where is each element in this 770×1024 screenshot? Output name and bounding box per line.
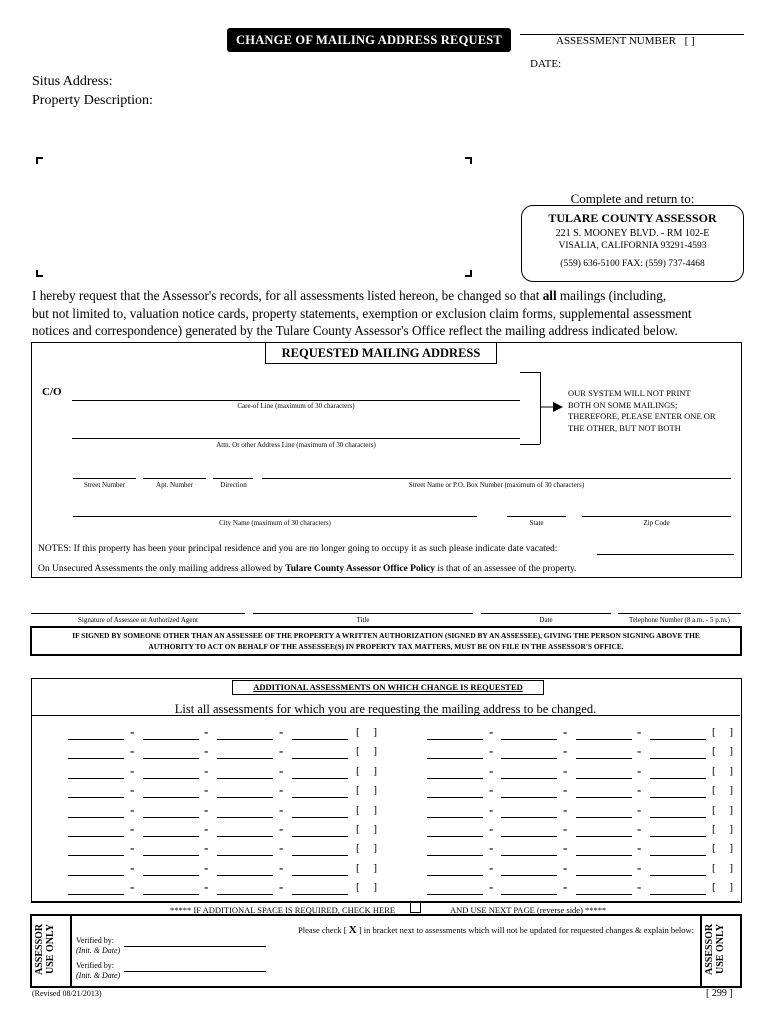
verified-by-1-input[interactable] xyxy=(124,946,266,947)
assessment-dash: - xyxy=(637,782,642,797)
assessment-segment-input[interactable] xyxy=(501,739,557,740)
assessment-dash: - xyxy=(279,724,284,739)
assessment-segment-input[interactable] xyxy=(68,797,124,798)
assessment-dash: - xyxy=(637,763,642,778)
assessment-number-text: ASSESSMENT NUMBER xyxy=(556,35,676,47)
mailing-address-title: REQUESTED MAILING ADDRESS xyxy=(265,343,497,364)
window-corner-br xyxy=(465,270,472,277)
assessment-dash: - xyxy=(489,802,494,817)
verified-by-label: Verified by: xyxy=(76,936,114,945)
statement-part-1: I hereby request that the Assessor's records, for all assessments listed hereon, be changed so that xyxy=(32,288,543,303)
assessment-dash: - xyxy=(637,724,642,739)
assessment-dash: - xyxy=(130,860,135,875)
assessment-segment-input[interactable] xyxy=(143,797,199,798)
assessment-segment-input[interactable] xyxy=(576,855,632,856)
assessment-dash: - xyxy=(130,840,135,855)
assessment-exclude-bracket[interactable]: [ ] xyxy=(712,842,734,854)
assessment-exclude-bracket[interactable]: [ ] xyxy=(356,765,378,777)
assessment-segment-input[interactable] xyxy=(217,758,273,759)
assessment-segment-input[interactable] xyxy=(143,758,199,759)
title-caption: Title xyxy=(356,616,370,624)
assessment-segment-input[interactable] xyxy=(501,778,557,779)
system-note-line: BOTH ON SOME MAILINGS; xyxy=(568,399,678,410)
assessment-segment-input[interactable] xyxy=(576,836,632,837)
street-number-caption: Street Number xyxy=(83,481,125,489)
notes-text: NOTES: If this property has been your principal residence and you are no longer going to occupy it as such please indicate date vacated: xyxy=(38,544,558,554)
statement-bold-all: all xyxy=(542,288,557,303)
assessment-segment-input[interactable] xyxy=(292,739,348,740)
instruction-divider xyxy=(31,715,740,716)
zip-caption: Zip Code xyxy=(643,519,670,527)
sign-date-caption: Date xyxy=(539,616,553,624)
assessment-dash: - xyxy=(637,743,642,758)
assessment-segment-input[interactable] xyxy=(427,778,483,779)
system-note xyxy=(568,388,716,434)
form-title: CHANGE OF MAILING ADDRESS REQUEST xyxy=(227,28,511,52)
assessment-segment-input[interactable] xyxy=(143,778,199,779)
signature-input[interactable] xyxy=(31,613,245,614)
attn-line-input[interactable] xyxy=(72,438,520,439)
assessment-segment-input[interactable] xyxy=(68,778,124,779)
additional-assessments-title: ADDITIONAL ASSESSMENTS ON WHICH CHANGE IS REQUESTED xyxy=(232,680,544,695)
assessment-segment-input[interactable] xyxy=(501,797,557,798)
revised-date: (Revised 08/21/2013) xyxy=(32,989,102,998)
assessment-segment-input[interactable] xyxy=(68,875,124,876)
assessment-segment-input[interactable] xyxy=(68,758,124,759)
assessment-segment-input[interactable] xyxy=(143,739,199,740)
zip-input[interactable] xyxy=(582,516,731,517)
attn-caption: Attn. Or other Address Line (maximum of 30 characters) xyxy=(216,441,376,449)
assessor-right-divider xyxy=(700,914,702,986)
assessment-dash: - xyxy=(563,724,568,739)
assessment-segment-input[interactable] xyxy=(292,855,348,856)
statement-line-2: but not limited to, valuation notice cards, property statements, exemption or exclusion claim forms, supplemental assessment xyxy=(32,305,692,321)
assessment-dash: - xyxy=(204,724,209,739)
assessor-label: ASSESSOR xyxy=(34,923,45,975)
assessment-dash: - xyxy=(489,724,494,739)
city-caption: City Name (maximum of 30 characters) xyxy=(219,519,331,527)
arrow-right-icon xyxy=(540,401,564,413)
assessment-exclude-bracket[interactable]: [ ] xyxy=(712,765,734,777)
assessment-dash: - xyxy=(279,743,284,758)
assessment-segment-input[interactable] xyxy=(650,739,706,740)
verified-by-1 xyxy=(76,936,120,956)
assessment-segment-input[interactable] xyxy=(292,875,348,876)
assessment-segment-input[interactable] xyxy=(501,817,557,818)
assessment-segment-input[interactable] xyxy=(576,817,632,818)
assessment-dash: - xyxy=(204,879,209,894)
assessment-segment-input[interactable] xyxy=(427,875,483,876)
assessment-dash: - xyxy=(489,782,494,797)
assessment-segment-input[interactable] xyxy=(143,894,199,895)
assessment-dash: - xyxy=(279,821,284,836)
return-heading: Complete and return to: xyxy=(570,191,695,206)
verified-by-2-input[interactable] xyxy=(124,971,266,972)
assessment-segment-input[interactable] xyxy=(68,817,124,818)
street-name-caption: Street Name or P.O. Box Number (maximum of 30 characters) xyxy=(408,481,585,489)
assessor-use-only-right xyxy=(704,918,737,980)
assessment-segment-input[interactable] xyxy=(501,894,557,895)
use-only-label: USE ONLY xyxy=(715,924,726,974)
assessment-segment-input[interactable] xyxy=(217,739,273,740)
assessment-segment-input[interactable] xyxy=(427,739,483,740)
assessment-segment-input[interactable] xyxy=(68,836,124,837)
assessment-dash: - xyxy=(130,763,135,778)
assessment-segment-input[interactable] xyxy=(217,817,273,818)
telephone-input[interactable] xyxy=(618,613,741,614)
assessment-segment-input[interactable] xyxy=(650,836,706,837)
assessment-segment-input[interactable] xyxy=(292,817,348,818)
statement-line-3: notices and correspondence) generated by the Tulare County Assessor's Office reflect the mailing address indicated below. xyxy=(32,323,678,338)
assessment-segment-input[interactable] xyxy=(143,875,199,876)
assessor-use-only-left xyxy=(34,918,67,980)
assessment-dash: - xyxy=(637,821,642,836)
assessment-segment-input[interactable] xyxy=(217,875,273,876)
date-vacated-input[interactable] xyxy=(597,554,734,555)
assessment-segment-input[interactable] xyxy=(68,894,124,895)
assessment-dash: - xyxy=(130,724,135,739)
telephone-caption: Telephone Number (8 a.m. - 5 p.m.) xyxy=(629,616,730,624)
system-note-line: THE OTHER, BUT NOT BOTH xyxy=(568,422,681,433)
additional-space-text: ***** IF ADDITIONAL SPACE IS REQUIRED, CHECK HERE xyxy=(170,905,396,915)
warning-line-2: AUTHORITY TO ACT ON BEHALF OF THE ASSESSEE(S) IN PROPERTY TAX MATTERS, MUST BE ON FILE IN THE ASSESSOR'S OFFICE. xyxy=(148,642,624,651)
assessment-dash: - xyxy=(563,763,568,778)
assessment-dash: - xyxy=(279,802,284,817)
assessment-segment-input[interactable] xyxy=(427,894,483,895)
check-x: X xyxy=(348,924,357,936)
direction-input[interactable] xyxy=(213,478,253,479)
assessment-dash: - xyxy=(130,821,135,836)
assessment-dash: - xyxy=(637,802,642,817)
state-input[interactable] xyxy=(507,516,566,517)
authorization-warning-box xyxy=(30,626,742,656)
assessment-segment-input[interactable] xyxy=(576,875,632,876)
assessment-number-field[interactable]: [ ] xyxy=(684,35,695,47)
init-date-label: (Init. & Date) xyxy=(76,946,121,955)
signature-caption: Signature of Assessee or Authorized Agent xyxy=(78,616,198,624)
state-caption: State xyxy=(529,519,544,527)
unsecured-policy-bold: Tulare County Assessor Office Policy xyxy=(285,564,435,574)
assessment-dash: - xyxy=(489,763,494,778)
assessment-segment-input[interactable] xyxy=(143,836,199,837)
assessment-segment-input[interactable] xyxy=(217,797,273,798)
assessor-city: VISALIA, CALIFORNIA 93291-4593 xyxy=(558,241,707,251)
assessment-segment-input[interactable] xyxy=(427,855,483,856)
assessment-segment-input[interactable] xyxy=(576,778,632,779)
assessment-exclude-bracket[interactable]: [ ] xyxy=(356,804,378,816)
assessment-segment-input[interactable] xyxy=(427,817,483,818)
care-of-input[interactable] xyxy=(72,400,520,401)
assessor-office-name: TULARE COUNTY ASSESSOR xyxy=(548,211,717,225)
assessment-dash: - xyxy=(563,879,568,894)
use-only-label: USE ONLY xyxy=(45,924,56,974)
assessment-segment-input[interactable] xyxy=(68,739,124,740)
care-of-label: C/O xyxy=(42,386,62,398)
assessment-segment-input[interactable] xyxy=(501,875,557,876)
sign-date-input[interactable] xyxy=(481,613,611,614)
assessment-segment-input[interactable] xyxy=(650,817,706,818)
assessment-segment-input[interactable] xyxy=(650,894,706,895)
assessment-segment-input[interactable] xyxy=(292,836,348,837)
assessment-segment-input[interactable] xyxy=(427,758,483,759)
assessment-dash: - xyxy=(563,840,568,855)
window-corner-tl xyxy=(36,157,43,164)
bracket-bottom xyxy=(520,444,540,445)
assessment-segment-input[interactable] xyxy=(427,797,483,798)
verified-by-label: Verified by: xyxy=(76,961,114,970)
assessment-segment-input[interactable] xyxy=(650,758,706,759)
assessment-exclude-bracket[interactable]: [ ] xyxy=(712,823,734,835)
assessment-dash: - xyxy=(563,860,568,875)
assessment-dash: - xyxy=(489,743,494,758)
assessment-dash: - xyxy=(204,840,209,855)
assessment-segment-input[interactable] xyxy=(292,758,348,759)
assessment-dash: - xyxy=(204,860,209,875)
assessment-exclude-bracket[interactable]: [ ] xyxy=(356,823,378,835)
assessment-dash: - xyxy=(130,879,135,894)
assessment-segment-input[interactable] xyxy=(501,855,557,856)
situs-address-label: Situs Address: xyxy=(32,74,113,89)
assessment-dash: - xyxy=(489,879,494,894)
assessment-segment-input[interactable] xyxy=(576,797,632,798)
date-label: DATE: xyxy=(530,58,562,70)
assessment-dash: - xyxy=(637,840,642,855)
assessment-dash: - xyxy=(204,821,209,836)
assessment-dash: - xyxy=(204,802,209,817)
statement-part-2: mailings (including, xyxy=(556,288,667,303)
assessment-segment-input[interactable] xyxy=(292,894,348,895)
assessment-exclude-bracket[interactable]: [ ] xyxy=(356,784,378,796)
assessment-dash: - xyxy=(130,802,135,817)
unsecured-policy-text xyxy=(38,564,577,574)
assessment-segment-input[interactable] xyxy=(217,778,273,779)
system-note-line: OUR SYSTEM WILL NOT PRINT xyxy=(568,388,691,398)
assessment-exclude-bracket[interactable]: [ ] xyxy=(712,726,734,738)
next-page-text: AND USE NEXT PAGE (reverse side) ***** xyxy=(450,905,607,915)
care-of-caption: Care-of Line (maximum of 30 characters) xyxy=(237,402,355,410)
assessor-phone: (559) 636-5100 FAX: (559) 737-4468 xyxy=(560,259,705,269)
assessment-segment-input[interactable] xyxy=(143,855,199,856)
assessment-segment-input[interactable] xyxy=(68,855,124,856)
assessment-dash: - xyxy=(130,782,135,797)
assessment-number-label xyxy=(556,35,695,47)
assessment-exclude-bracket[interactable]: [ ] xyxy=(712,862,734,874)
assessment-dash: - xyxy=(489,860,494,875)
assessment-dash: - xyxy=(489,840,494,855)
assessment-segment-input[interactable] xyxy=(217,855,273,856)
additional-instruction: List all assessments for which you are requesting the mailing address to be changed. xyxy=(174,702,597,716)
apt-number-input[interactable] xyxy=(143,478,206,479)
assessment-segment-input[interactable] xyxy=(143,817,199,818)
unsecured-text-1: On Unsecured Assessments the only mailing address allowed by xyxy=(38,564,286,574)
assessment-exclude-bracket[interactable]: [ ] xyxy=(356,842,378,854)
assessment-exclude-bracket[interactable]: [ ] xyxy=(712,804,734,816)
assessment-dash: - xyxy=(563,821,568,836)
return-address-box xyxy=(521,205,744,282)
assessment-segment-input[interactable] xyxy=(292,778,348,779)
street-number-input[interactable] xyxy=(73,478,136,479)
window-corner-tr xyxy=(465,157,472,164)
assessment-dash: - xyxy=(563,782,568,797)
assessment-segment-input[interactable] xyxy=(650,778,706,779)
assessment-segment-input[interactable] xyxy=(650,797,706,798)
assessment-segment-input[interactable] xyxy=(217,836,273,837)
street-name-input[interactable] xyxy=(262,478,731,479)
assessment-segment-input[interactable] xyxy=(217,894,273,895)
assessment-segment-input[interactable] xyxy=(292,797,348,798)
assessment-dash: - xyxy=(637,879,642,894)
verified-by-2 xyxy=(76,961,120,981)
additional-space-checkbox[interactable] xyxy=(410,902,421,913)
assessment-dash: - xyxy=(563,802,568,817)
mailing-address-box xyxy=(31,342,742,578)
assessment-dash: - xyxy=(279,860,284,875)
unsecured-text-2: is that of an assessee of the property. xyxy=(434,564,577,574)
assessment-dash: - xyxy=(204,763,209,778)
assessment-exclude-bracket[interactable]: [ ] xyxy=(712,784,734,796)
assessment-segment-input[interactable] xyxy=(501,758,557,759)
assessor-street: 221 S. MOONEY BLVD. - RM 102-E xyxy=(555,228,710,239)
init-date-label: (Init. & Date) xyxy=(76,971,121,980)
assessment-dash: - xyxy=(279,879,284,894)
apt-number-caption: Apt. Number xyxy=(156,481,193,489)
assessment-segment-input[interactable] xyxy=(576,894,632,895)
assessment-segment-input[interactable] xyxy=(427,836,483,837)
assessment-exclude-bracket[interactable]: [ ] xyxy=(712,881,734,893)
assessment-exclude-bracket[interactable]: [ ] xyxy=(356,726,378,738)
assessor-label: ASSESSOR xyxy=(704,923,715,975)
assessment-segment-input[interactable] xyxy=(650,875,706,876)
assessor-left-divider xyxy=(70,914,72,986)
form-number: [ 299 ] xyxy=(706,988,733,999)
city-input[interactable] xyxy=(73,516,477,517)
assessment-exclude-bracket[interactable]: [ ] xyxy=(712,745,734,757)
direction-caption: Direction xyxy=(220,481,247,489)
assessment-dash: - xyxy=(204,743,209,758)
assessment-segment-input[interactable] xyxy=(576,758,632,759)
assessment-exclude-bracket[interactable]: [ ] xyxy=(356,881,378,893)
system-note-line: THEREFORE, PLEASE ENTER ONE OR xyxy=(568,411,716,421)
check-text-2: ] in bracket next to assessments which will not be updated for requested changes & explain below: xyxy=(356,925,695,935)
assessment-segment-input[interactable] xyxy=(650,855,706,856)
warning-line-1: IF SIGNED BY SOMEONE OTHER THAN AN ASSESSEE OF THE PROPERTY A WRITTEN AUTHORIZATION (SIGNED BY AN ASSESSEE), GIVING THE PERSON SIGNING ABOVE THE xyxy=(72,631,700,640)
assessment-segment-input[interactable] xyxy=(576,739,632,740)
request-statement xyxy=(32,287,742,340)
assessment-dash: - xyxy=(563,743,568,758)
assessment-dash: - xyxy=(204,782,209,797)
assessment-dash: - xyxy=(279,763,284,778)
window-corner-bl xyxy=(36,270,43,277)
check-text-1: Please check [ xyxy=(298,925,349,935)
assessment-exclude-bracket[interactable]: [ ] xyxy=(356,862,378,874)
additional-box-bottom xyxy=(31,901,740,902)
assessment-exclude-bracket[interactable]: [ ] xyxy=(356,745,378,757)
property-description-label: Property Description: xyxy=(32,93,153,108)
assessment-dash: - xyxy=(489,821,494,836)
title-input[interactable] xyxy=(253,613,473,614)
assessment-segment-input[interactable] xyxy=(501,836,557,837)
check-instructions xyxy=(298,924,694,936)
assessment-dash: - xyxy=(279,782,284,797)
assessment-dash: - xyxy=(637,860,642,875)
assessment-dash: - xyxy=(130,743,135,758)
bracket-top xyxy=(520,372,540,373)
assessment-dash: - xyxy=(279,840,284,855)
